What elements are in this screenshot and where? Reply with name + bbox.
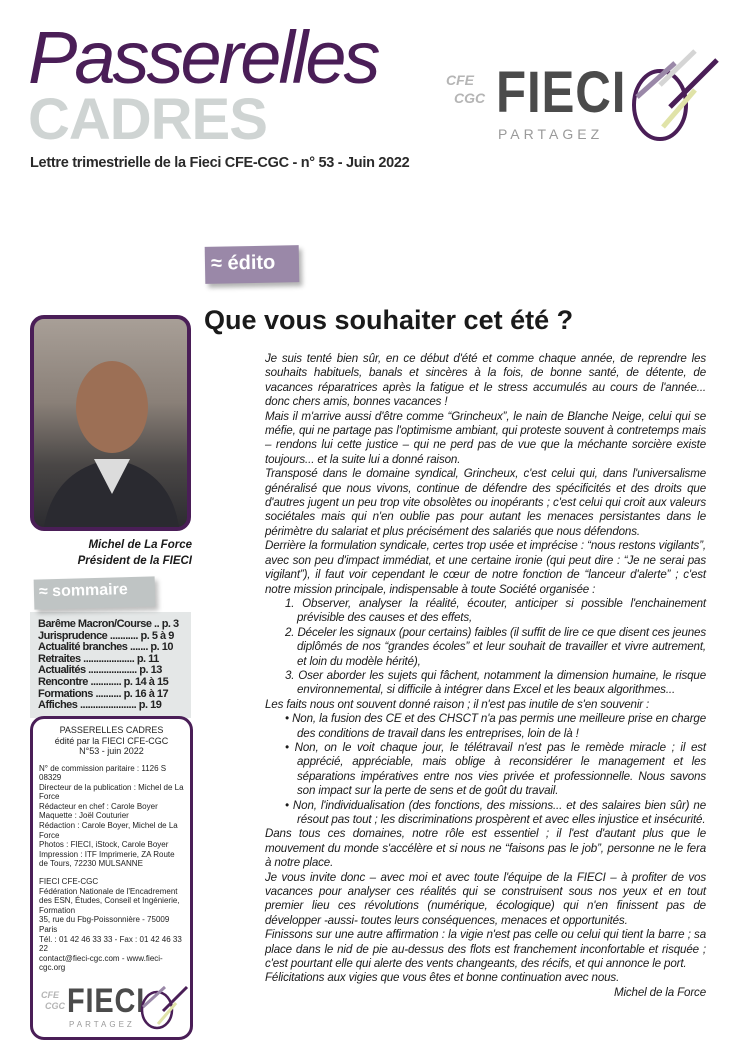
fieci-logo-small	[39, 979, 184, 1031]
bullet-item: • Non, la fusion des CE et des CHSCT n'a pas permis une meilleure prise en charge des conditions de travail dans les entreprises, loin de là !	[285, 712, 706, 740]
numbered-item: 2. Déceler les signaux (pour certains) faibles (il suffit de lire ce que disent ces jeunes diplômés de nos “grandes écoles” et leur souhait de travailler et vivre autrement, et loin du modèle hérité),	[285, 625, 706, 668]
toc-item: Retraites .................... p. 11	[38, 653, 159, 665]
partagez-text: PARTAGEZ	[498, 126, 604, 142]
info-head-line: édité par la FIECI CFE-CGC	[54, 735, 169, 746]
info-credits	[39, 764, 184, 870]
fieci-text: FIECI	[67, 981, 146, 1020]
cgc-text: CGC	[454, 90, 486, 106]
signature: Michel de la Force	[613, 985, 706, 999]
paragraph: Dans tous ces domaines, notre rôle est essentiel ; il l'est d'autant plus que le mouvement du monde s'accélère et si nous ne “faisons pas le job”, personne ne le fera à notre place.	[265, 827, 706, 870]
caption-role: Président de la FIECI	[77, 555, 192, 567]
paragraph: Mais il m'arrive aussi d'être comme “Grincheux”, le nain de Blanche Neige, celui qui se méfie, qui ne partage pas l'optimisme ambiant, qui proteste souvent à contretemps mais – rendons lui cette justice – qui ne perd pas de vue que la méchante sorcière existe toujours... et la suite lui a donné raison.	[265, 409, 706, 466]
masthead-title-cadres: CADRES	[28, 87, 267, 152]
edito-section-tab: ≈ édito	[205, 245, 300, 284]
toc-item: Barême Macron/Course .. p. 3	[38, 619, 179, 630]
paragraph: Les faits nous ont souvent donné raison ; il n'est pas inutile de s'en souvenir :	[265, 697, 650, 711]
fieci-logo	[440, 45, 720, 145]
toc-item: Jurisprudence ........... p. 5 à 9	[38, 630, 174, 642]
info-head-line: N°53 - juin 2022	[79, 746, 144, 756]
paragraph: Je suis tenté bien sûr, en ce début d'été et comme chaque année, de reprendre les souhaits habituels, banals et sincères à la fois, de bonne santé, de détente, de vacances réparatrices après la fatigue et le stress accumulés au cours de l'année... donc chers amis, bonnes vacances !	[265, 352, 706, 409]
bullet-item: • Non, on le voit chaque jour, le télétravail n'est pas le remède miracle ; il est apprécié, appréciable, mais oblige à reconsidérer le management et les séparations impératives entre nos vies privée et professionnelle. Nous savons son impact sur la perte de sens et de goût du travail.	[285, 740, 706, 798]
paragraph: Finissons sur une autre affirmation : la vigie n'est pas celle ou celui qui tient la barre ; sa place dans le nid de pie au-dessus des flots est franchement inconfortable et risquée ; c'est pourtant elle qui alerte des vents changeants, des récifs, et qui annonce le port.	[265, 928, 706, 971]
logo-circle-icon	[131, 979, 189, 1031]
photo-caption	[30, 537, 192, 569]
credit-line: Directeur de la publication : Michel de La Force	[39, 782, 184, 802]
masthead-subtitle: Lettre trimestrielle de la Fieci CFE-CGC - n° 53 - Juin 2022	[30, 155, 410, 171]
publication-info-box	[30, 716, 193, 1040]
cfe-text: CFE	[446, 72, 474, 88]
logo-circle-icon	[615, 45, 720, 145]
partagez-text: PARTAGEZ	[69, 1019, 135, 1029]
caption-name: Michel de La Force	[88, 539, 192, 551]
org-line: Tél. : 01 42 46 33 33 - Fax : 01 42 46 33 22	[39, 934, 182, 954]
toc-item: Actualités ................... p. 13	[38, 665, 162, 677]
credit-line: Photos : FIECI, iStock, Carole Boyer	[39, 840, 169, 850]
cgc-text: CGC	[45, 1000, 65, 1011]
sommaire-section-tab: ≈ sommaire	[34, 576, 156, 609]
info-head-line: PASSERELLES CADRES	[59, 725, 164, 735]
fieci-text: FIECI	[496, 60, 627, 125]
toc-item: Rencontre ............ p. 14 à 15	[38, 676, 169, 688]
toc-item: Affiches ...................... p. 19	[38, 700, 162, 712]
credit-line: Maquette : Joël Couturier	[39, 811, 129, 821]
info-head	[39, 725, 184, 757]
paragraph: Félicitations aux vigies que vous êtes et bonne continuation avec nous.	[265, 971, 620, 985]
org-line: Fédération Nationale de l'Encadrement des ESN, Études, Conseil et Ingénierie, Formation	[39, 886, 180, 915]
credit-line: Impression : ITF Imprimerie, ZA Route de Tours, 72230 MULSANNE	[39, 849, 175, 869]
masthead-title: Passerelles	[28, 16, 378, 99]
credit-line: N° de commission paritaire : 1126 S 08329	[39, 763, 167, 783]
portrait-image	[34, 319, 187, 527]
credit-line: Rédacteur en chef : Carole Boyer	[39, 801, 158, 811]
org-line[interactable]: contact@fieci-cgc.com - www.fieci-cgc.org	[39, 953, 163, 973]
org-line: FIECI CFE-CGC	[39, 877, 99, 887]
article-headline: Que vous souhaiter cet été ?	[204, 305, 574, 335]
numbered-item: 1. Observer, analyser la réalité, écouter, anticiper si possible l'enchainement prévisible des causes et des effets,	[285, 596, 706, 625]
toc-item: Formations .......... p. 16 à 17	[38, 688, 169, 700]
org-line: 35, rue du Fbg-Poissonnière - 75009 Paris	[39, 915, 170, 934]
paragraph: Derrière la formulation syndicale, certes trop usée et imprécise : “nous restons vigilants”, avec son peu d'impact immédiat, et une certaine ironie (qui peut dire : “Je ne serai pas vigilant”), il faut voir cependant le cœur de notre fonction de “lanceur d'alerte” ; c'est notre mission principale, indispensable à toute Société organisée :	[265, 539, 706, 596]
info-org	[39, 877, 184, 973]
article-body	[265, 352, 706, 1000]
paragraph: Transposé dans le domaine syndical, Grincheux, c'est celui qui, dans l'universalisme généralisé que nous vivons, continue de défendre des spécificités et des droits que d'autres jugent un peu trop vite obsolètes ou inopérants ; c'est celui qui croit aux valeurs sociétales mais qui n'en oublie pas pour autant les menaces persistantes dans le périmètre du salariat et plus précisément des salariés que nous défendons.	[265, 467, 706, 538]
toc-item: Actualité branches ....... p. 10	[38, 642, 173, 654]
table-of-contents	[30, 612, 191, 718]
paragraph: Je vous invite donc – avec moi et avec toute l'équipe de la FIECI – à profiter de vos vacances pour analyser ces réalités qui se construisent sous nos yeux et en tout premier lieu ces révolutions (numérique, écologique) qui n'en finissent pas de développer -aussi- toutes leurs conséquences, menaces et opportunités.	[265, 870, 706, 927]
author-photo	[30, 315, 191, 531]
credit-line: Rédaction : Carole Boyer, Michel de La Force	[39, 821, 178, 840]
cfe-text: CFE	[41, 989, 59, 1000]
bullet-item: • Non, l'individualisation (des fonctions, des missions... et des salaires bien sûr) ne résout pas tout ; les discriminations prospèrent et avec elles injustice et insécurité.	[285, 798, 706, 826]
numbered-item: 3. Oser aborder les sujets qui fâchent, notamment la dimension humaine, le risque environnemental, si difficile à intégrer dans Excel et les beaux algorithmes...	[285, 668, 706, 697]
